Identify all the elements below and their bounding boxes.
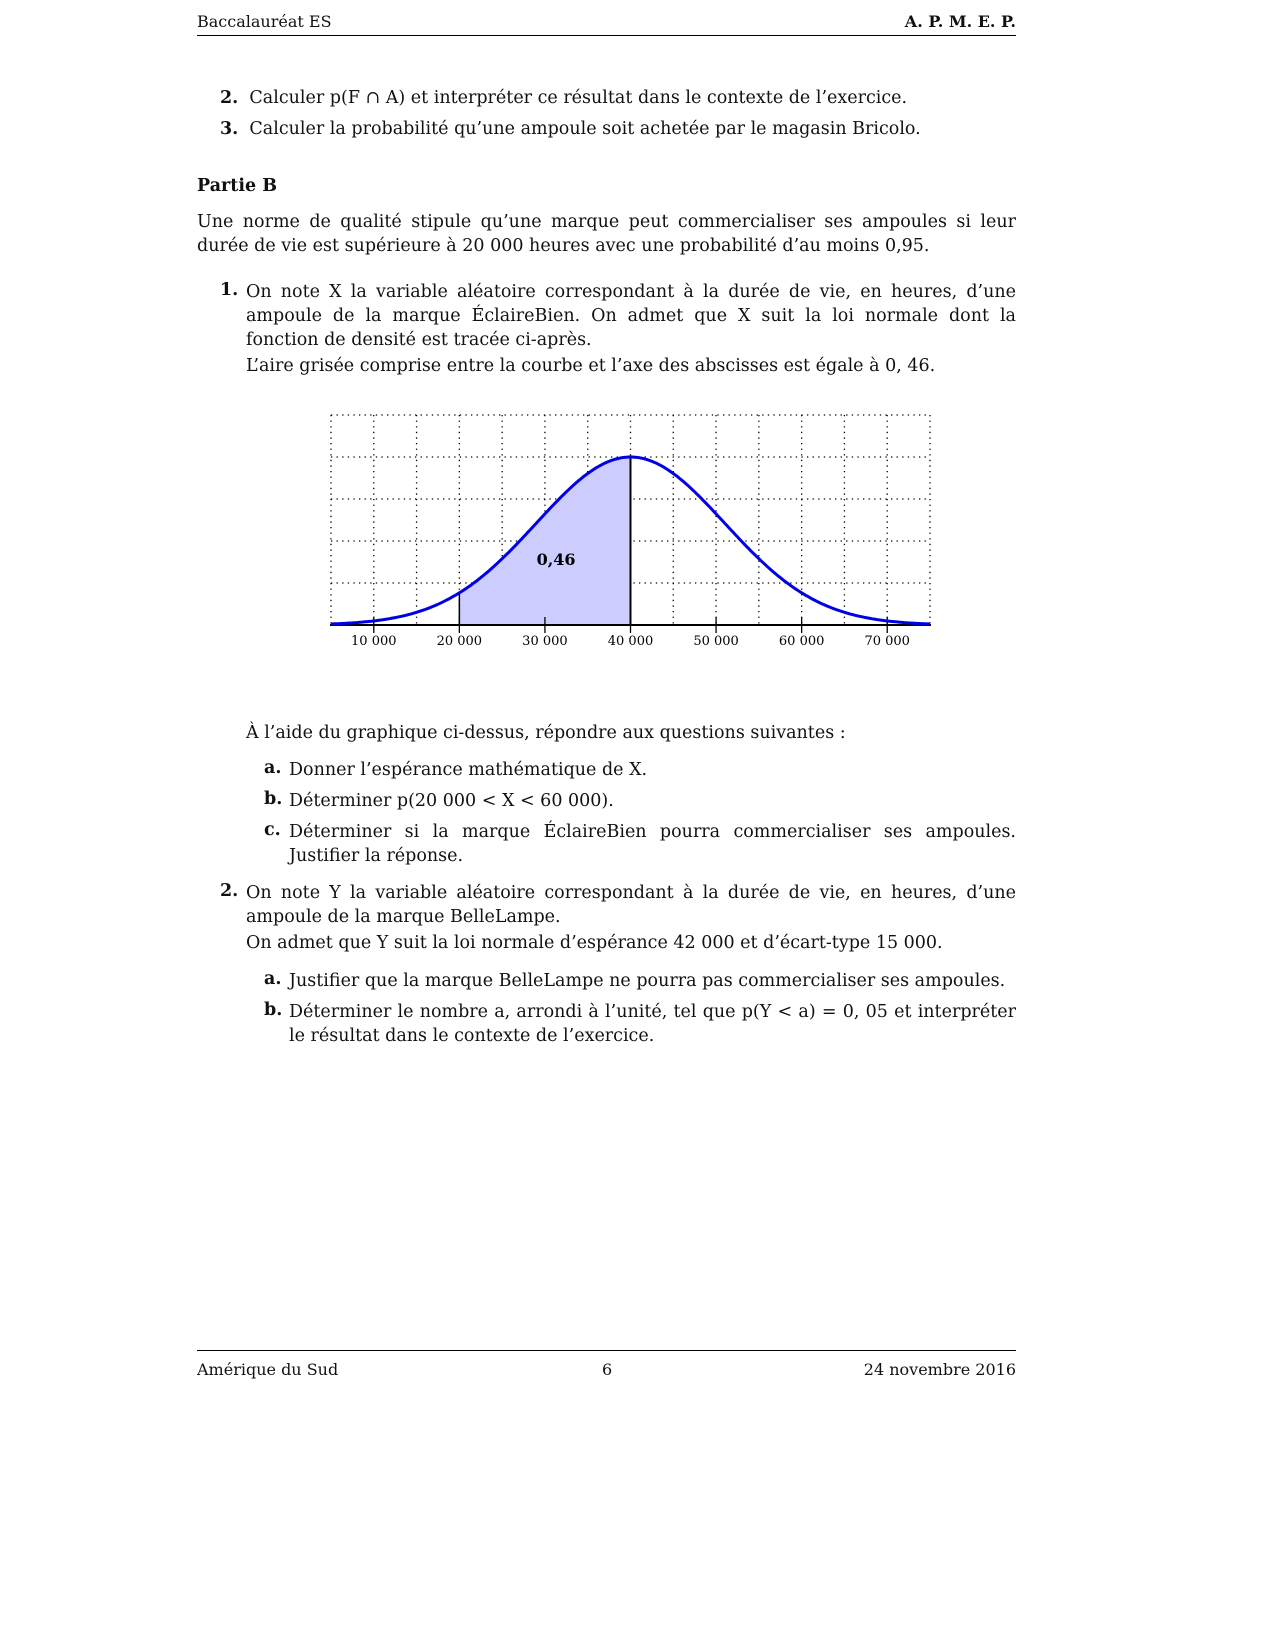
intro-paragraph: Une norme de qualité stipule qu’une marque peut commercialiser ses ampoules si leur durée de vie est supérieure à 20 000 heures avec une probabilité d’au moins 0,95. (197, 212, 1016, 256)
x-tick-label: 50 000 (693, 634, 739, 649)
footer-left: Amérique du Sud (197, 1360, 339, 1379)
q2-text2: On admet que Y suit la loi normale d’espérance 42 000 et d’écart-type 15 000. (246, 933, 943, 953)
area-label: 0,46 (536, 550, 576, 569)
page-header (197, 12, 1016, 36)
q2b-text: Déterminer le nombre a, arrondi à l’unité, tel que p(Y < a) = 0, 05 et interpréter le résultat dans le contexte de l’exercice. (289, 1002, 1016, 1046)
q2-number: 2. (220, 881, 239, 901)
q2a-number: a. (264, 969, 282, 989)
page-number: 6 (602, 1360, 613, 1379)
after-chart-text: À l’aide du graphique ci-dessus, répondre aux questions suivantes : (246, 723, 846, 743)
q1c-number: c. (264, 820, 281, 840)
x-tick-label: 70 000 (864, 634, 910, 649)
x-tick-label: 40 000 (607, 634, 654, 649)
header-right: A. P. M. E. P. (904, 12, 1016, 31)
parta-item-3: 3. Calculer la probabilité qu’une ampoule soit achetée par le magasin Bricolo. (220, 119, 921, 139)
q2-text: On note Y la variable aléatoire correspondant à la durée de vie, en heures, d’une ampoule de la marque BelleLampe. (246, 883, 1016, 927)
header-left: Baccalauréat ES (197, 12, 332, 31)
x-tick-label: 10 000 (351, 634, 397, 649)
q1b-text: Déterminer p(20 000 < X < 60 000). (289, 791, 614, 811)
parta-item-2: 2. Calculer p(F ∩ A) et interpréter ce résultat dans le contexte de l’exercice. (220, 88, 908, 108)
q2b-number: b. (264, 1000, 283, 1020)
footer-date: 24 novembre 2016 (863, 1360, 1016, 1379)
q1-text2: L’aire grisée comprise entre la courbe et l’axe des abscisses est égale à 0, 46. (246, 356, 936, 376)
q1a-text: Donner l’espérance mathématique de X. (289, 760, 648, 780)
q1b-number: b. (264, 789, 283, 809)
q1-number: 1. (220, 280, 239, 300)
q2a-text: Justifier que la marque BelleLampe ne pourra pas commercialiser ses ampoules. (289, 971, 1006, 991)
page-footer (197, 1350, 1016, 1379)
q1a-number: a. (264, 758, 282, 778)
q1c-text: Déterminer si la marque ÉclaireBien pourra commercialiser ses ampoules. Justifier la réponse. (289, 822, 1016, 866)
x-tick-label: 60 000 (778, 634, 825, 649)
section-title: Partie B (197, 176, 277, 196)
q1-text: On note X la variable aléatoire correspondant à la durée de vie, en heures, d’une ampoule de la marque ÉclaireBien. On admet que X suit la loi normale dont la fonction de densité est tracée ci-après. (246, 282, 1016, 350)
x-tick-label: 20 000 (436, 634, 483, 649)
normal-density-chart (320, 400, 940, 660)
x-tick-label: 30 000 (522, 634, 568, 649)
